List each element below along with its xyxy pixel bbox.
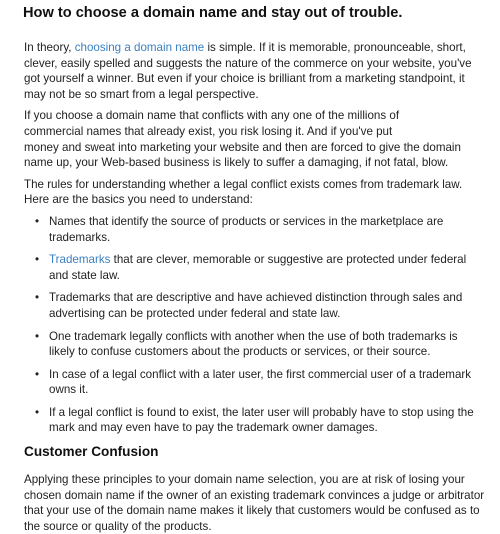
list-item-text: Trademarks that are descriptive and have achieved distinction through sales and advertising can be protected under federal and state law. (49, 291, 463, 320)
bullet-icon: • (35, 253, 40, 267)
confusion-paragraph: Applying these principles to your domain name selection, you are at risk of losing your chosen domain name if the owner of an existing trademark convinces a judge or arbitrator that your use of the domain name makes it likely that customers would be confused as to the source or quality of the products. (24, 473, 485, 533)
trademark-rules-list (24, 214, 486, 436)
bullet-icon: • (35, 405, 40, 419)
risk-line-3: money and sweat into marketing your website and then are forced to give the domain name up, your Web-based business is likely to suffer a damaging, if not fatal, blow. (24, 140, 461, 170)
list-item (24, 290, 486, 321)
bullet-icon: • (35, 214, 40, 228)
list-item (24, 214, 486, 245)
list-item-text: Names that identify the source of products or services in the marketplace are trademarks. (49, 214, 444, 244)
list-item (24, 367, 486, 398)
list-item-text: In case of a legal conflict with a later user, the first commercial user of a trademark owns it. (49, 367, 472, 397)
bullet-icon: • (35, 367, 40, 381)
list-item (24, 405, 486, 436)
intro-text-start: In theory, (24, 41, 75, 54)
section-heading: Customer Confusion (24, 444, 159, 460)
risk-line-2: commercial names that already exist, you risk losing it. And if you've put (24, 124, 393, 138)
list-item-text: If a legal conflict is found to exist, the later user will probably have to stop using the mark and may even have to pay the trademark owner damages. (49, 405, 474, 435)
list-item (24, 252, 486, 283)
bullet-icon: • (35, 291, 40, 305)
article-title: How to choose a domain name and stay out of trouble. (23, 5, 403, 21)
choosing-domain-name-link[interactable]: choosing a domain name (74, 41, 205, 54)
list-item-text: One trademark legally conflicts with another when the use of both trademarks is likely to confuse customers about the products or services, or their source. (49, 329, 458, 359)
intro-text-end: is simple. If it is memorable, pronounceable, short, clever, easily spelled and suggests the nature of the commerce on your website, you've got yourself a winner. But even if your choice is brilliant from a marketing standpoint, it may not be so smart from a legal perspective. (24, 41, 472, 101)
rules-paragraph: The rules for understanding whether a legal conflict exists comes from trademark law. Here are the basics you need to understand: (24, 177, 463, 207)
risk-line-1: If you choose a domain name that conflicts with any one of the millions of (24, 109, 400, 123)
bullet-icon: • (35, 329, 40, 343)
risk-paragraph (24, 108, 486, 170)
intro-paragraph (24, 40, 486, 102)
trademarks-link[interactable]: Trademarks (49, 253, 111, 267)
list-item (24, 329, 486, 360)
list-item-text: that are clever, memorable or suggestive are protected under federal and state law. (49, 253, 467, 282)
